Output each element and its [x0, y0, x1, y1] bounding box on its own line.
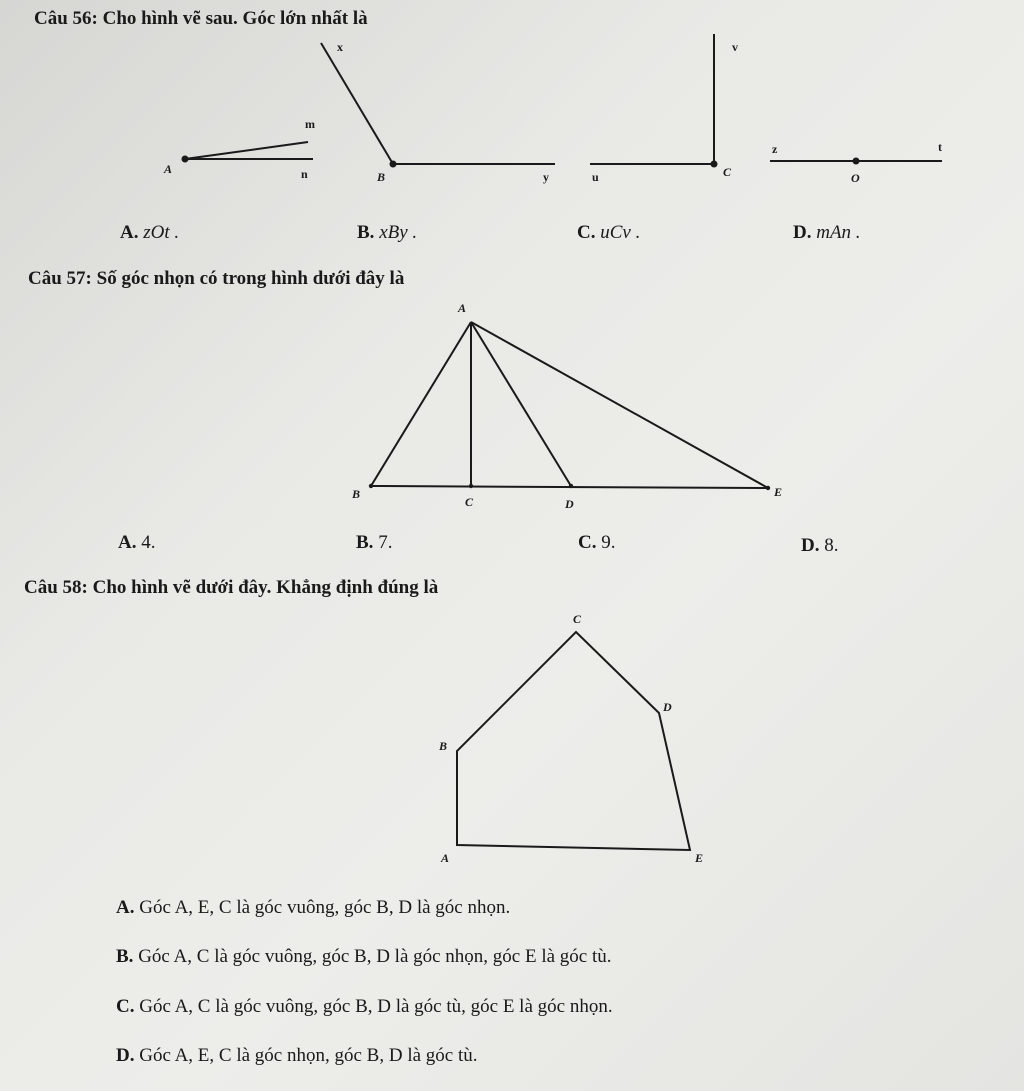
option-letter: C. — [577, 222, 601, 243]
question-text: Số góc nhọn có trong hình dưới đây là — [96, 268, 405, 289]
label-q57-a: A — [458, 301, 467, 315]
q56-option-d[interactable] — [793, 222, 861, 244]
vertex-c-dot — [712, 162, 717, 167]
question-text: Cho hình vẽ dưới đây. Khẳng định đúng là — [92, 577, 439, 598]
ray-am — [185, 142, 308, 159]
option-letter: D. — [116, 1045, 140, 1066]
point-c — [469, 484, 473, 488]
question-57 — [28, 268, 404, 290]
q57-option-b[interactable] — [356, 532, 392, 554]
label-q58-b: B — [439, 739, 448, 753]
option-letter: B. — [356, 532, 379, 553]
option-text: xBy . — [379, 222, 418, 243]
figure-angle-zot — [770, 159, 942, 164]
option-letter: A. — [116, 897, 140, 918]
segment-ae — [471, 322, 768, 488]
option-text: Góc A, E, C là góc vuông, góc B, D là góc nhọn. — [139, 897, 511, 918]
label-u: u — [592, 170, 599, 184]
label-q57-d: D — [565, 497, 574, 511]
q58-option-d[interactable] — [116, 1045, 478, 1067]
option-text: zOt . — [143, 222, 180, 243]
figure-triangle-abe — [371, 322, 768, 488]
vertex-a-dot — [183, 157, 188, 162]
label-n: n — [301, 167, 308, 181]
option-letter: D. — [793, 222, 817, 243]
question-number: Câu 57: — [28, 268, 97, 289]
label-b: B — [377, 170, 386, 184]
option-letter: D. — [801, 535, 825, 556]
ray-bx — [321, 43, 393, 164]
point-b — [369, 484, 373, 488]
label-m: m — [305, 117, 315, 131]
label-q57-b: B — [352, 487, 361, 501]
figure-pentagon-abcde — [457, 632, 690, 850]
question-number: Câu 56: — [34, 8, 103, 29]
segment-ad — [471, 322, 571, 486]
option-text: 8. — [824, 535, 839, 556]
option-text: 4. — [141, 532, 156, 553]
point-d — [569, 484, 573, 488]
q57-option-a[interactable] — [118, 532, 155, 554]
option-text: 9. — [601, 532, 616, 553]
q58-option-b[interactable] — [116, 946, 612, 968]
label-x: x — [337, 40, 343, 54]
option-letter: C. — [116, 996, 140, 1017]
figure-angle-xby — [321, 43, 555, 167]
label-c: C — [723, 165, 732, 179]
label-a: A — [164, 162, 173, 176]
option-letter: A. — [118, 532, 142, 553]
label-q58-a: A — [441, 851, 450, 865]
point-e — [766, 486, 770, 490]
option-letter: B. — [116, 946, 139, 967]
question-58 — [24, 577, 438, 599]
q58-option-c[interactable] — [116, 996, 613, 1018]
q56-option-c[interactable] — [577, 222, 640, 244]
q58-option-a[interactable] — [116, 897, 510, 919]
option-text: Góc A, C là góc vuông, góc B, D là góc nhọn, góc E là góc tù. — [138, 946, 612, 967]
option-letter: A. — [120, 222, 144, 243]
option-text: 7. — [378, 532, 393, 553]
option-text: Góc A, C là góc vuông, góc B, D là góc tù, góc E là góc nhọn. — [139, 996, 613, 1017]
label-z: z — [772, 142, 778, 156]
option-text: mAn . — [816, 222, 861, 243]
question-number: Câu 58: — [24, 577, 93, 598]
figure-angle-ucv — [590, 34, 717, 167]
option-letter: C. — [578, 532, 602, 553]
option-letter: B. — [357, 222, 380, 243]
option-text: Góc A, E, C là góc nhọn, góc B, D là góc tù. — [139, 1045, 478, 1066]
q57-option-d[interactable] — [801, 535, 838, 557]
vertex-b-dot — [391, 162, 396, 167]
label-q57-e: E — [774, 485, 783, 499]
label-q58-d: D — [663, 700, 672, 714]
label-q58-c: C — [573, 612, 582, 626]
label-q57-c: C — [465, 495, 474, 509]
vertex-o-dot — [854, 159, 859, 164]
q56-option-b[interactable] — [357, 222, 417, 244]
segment-ab — [371, 322, 471, 486]
q56-option-a[interactable] — [120, 222, 179, 244]
label-v: v — [732, 40, 738, 54]
option-text: uCv . — [600, 222, 641, 243]
figure-angle-man — [183, 142, 314, 162]
label-q58-e: E — [695, 851, 704, 865]
label-y: y — [543, 170, 549, 184]
label-t: t — [938, 140, 942, 154]
question-text: Cho hình vẽ sau. Góc lớn nhất là — [102, 8, 368, 29]
label-o: O — [851, 171, 860, 185]
q57-option-c[interactable] — [578, 532, 615, 554]
